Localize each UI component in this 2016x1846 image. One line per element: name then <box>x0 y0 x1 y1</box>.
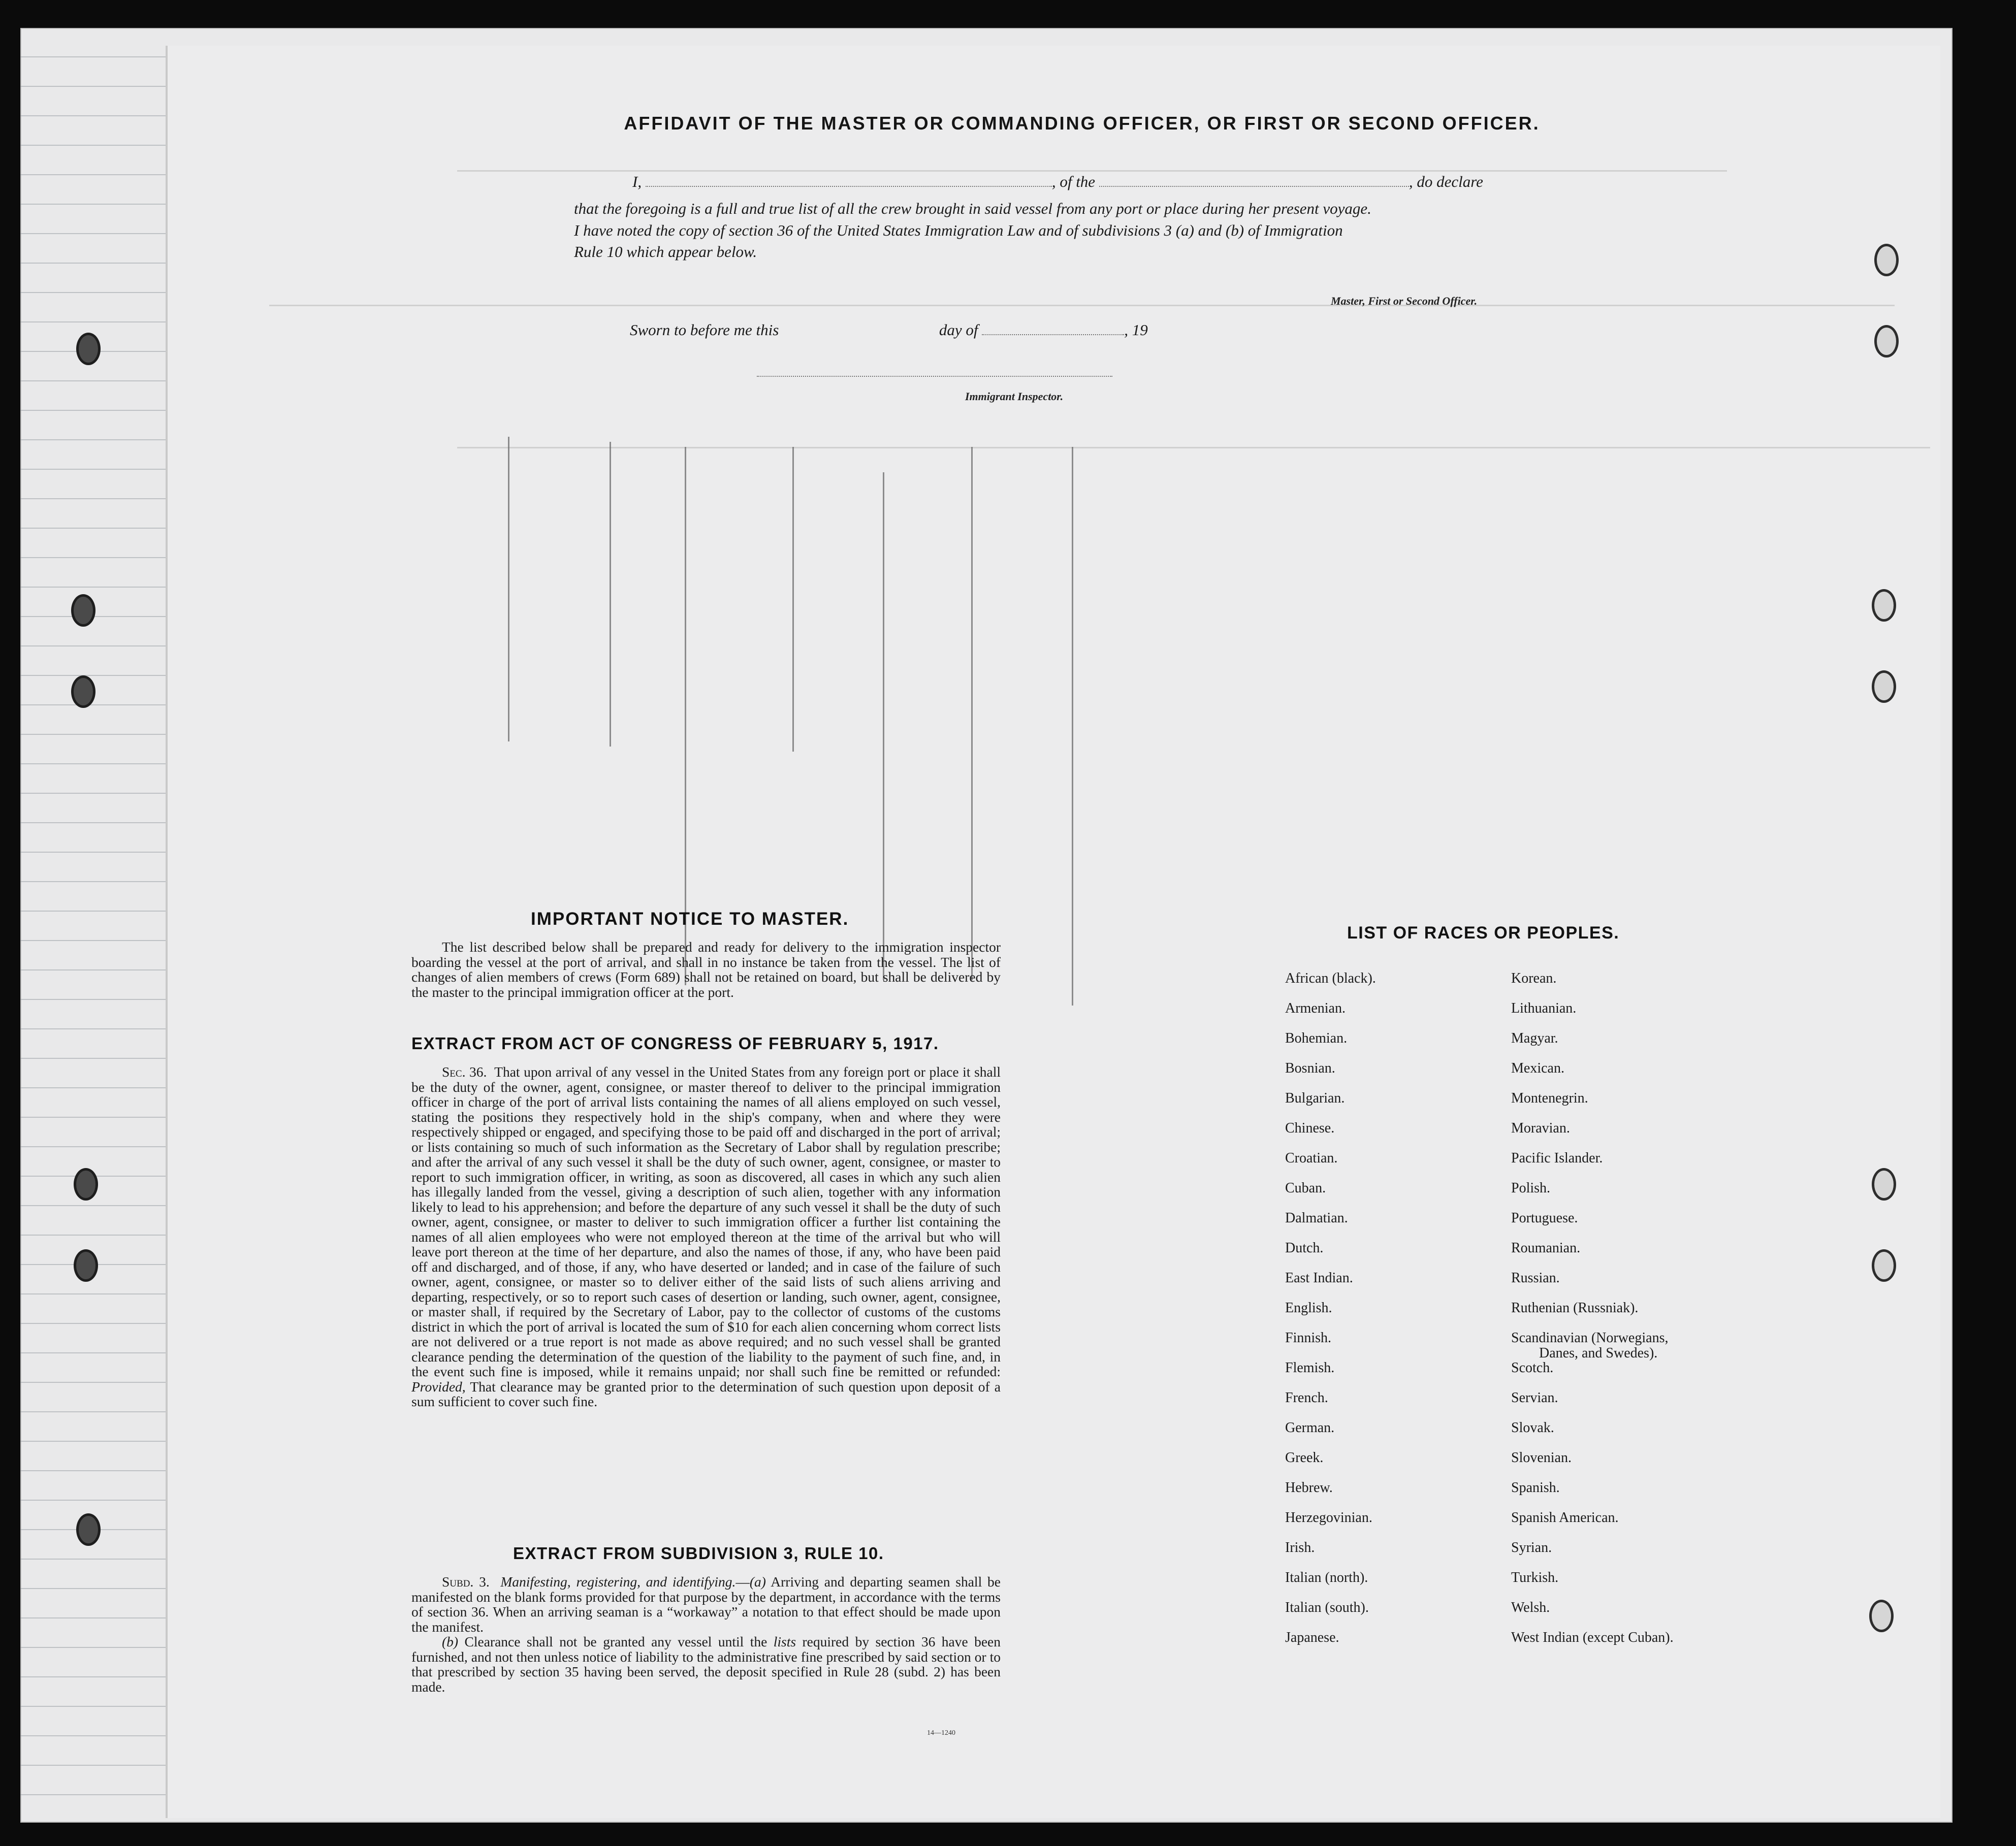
affidavit-title: AFFIDAVIT OF THE MASTER OR COMMANDING OFFICER, OR FIRST OR SECOND OFFICER. <box>624 113 1540 134</box>
race-item: Slovak. <box>1511 1420 1554 1436</box>
subd-a-paragraph: Subd. 3. Manifesting, registering, and identifying.—(a) Arriving and departing seamen shall be manifested on the blank forms provided for that purpose by the department, in accordance with the terms of section 36. When an arriving seaman is a “workaway” a notation to that effect should be made upon the manifest. <box>411 1574 1001 1635</box>
race-item: Turkish. <box>1511 1570 1559 1585</box>
ruled-edge-of-lower-page <box>20 28 168 1821</box>
punch-hole <box>71 594 95 627</box>
form-column-rule <box>883 472 884 980</box>
race-item: Spanish. <box>1511 1480 1560 1496</box>
race-item: Scandinavian (Norwegians, <box>1511 1330 1669 1346</box>
race-item: Cuban. <box>1285 1180 1326 1196</box>
bleed-rule <box>457 170 1727 172</box>
race-item: Magyar. <box>1511 1030 1558 1046</box>
race-item: German. <box>1285 1420 1335 1436</box>
subd-b-paragraph <box>411 1634 1001 1694</box>
name-blank[interactable] <box>646 186 1052 187</box>
form-column-rule <box>685 447 686 985</box>
race-item: Finnish. <box>1285 1330 1332 1346</box>
race-item: Japanese. <box>1285 1630 1339 1645</box>
punch-hole <box>1874 325 1899 358</box>
race-item: Ruthenian (Russniak). <box>1511 1300 1639 1316</box>
subd-b-text-1: Clearance shall not be granted any vessel until the <box>464 1634 767 1649</box>
affidavit-line3: I have noted the copy of section 36 of the United States Immigration Law and of subdivisions 3 (a) and (b) of Immigration <box>574 221 1343 239</box>
affidavit-line4: Rule 10 which appear below. <box>574 243 757 261</box>
race-item: Dutch. <box>1285 1240 1324 1256</box>
race-item: Herzegovinian. <box>1285 1510 1372 1526</box>
punch-hole <box>74 1249 98 1282</box>
form-column-rule <box>971 447 973 980</box>
affidavit-sheet <box>168 46 1940 1818</box>
race-item: Russian. <box>1511 1270 1560 1286</box>
section-36-paragraph <box>411 1064 1001 1409</box>
race-item: Dalmatian. <box>1285 1210 1348 1226</box>
race-item: Bosnian. <box>1285 1060 1335 1076</box>
race-item: French. <box>1285 1390 1328 1406</box>
race-item: African (black). <box>1285 970 1376 986</box>
punch-hole <box>1872 589 1896 622</box>
affidavit-line1 <box>632 173 1483 191</box>
extract-act-heading: EXTRACT FROM ACT OF CONGRESS OF FEBRUARY 5, 1917. <box>411 1034 939 1053</box>
subd-title: Manifesting, registering, and identifying. <box>500 1574 736 1590</box>
race-item: Chinese. <box>1285 1120 1335 1136</box>
race-item: East Indian. <box>1285 1270 1353 1286</box>
subd-b-lists: lists <box>773 1634 796 1649</box>
form-number: 14—1240 <box>927 1729 955 1737</box>
provided-word: Provided, <box>411 1378 466 1395</box>
punch-hole <box>76 333 101 365</box>
notice-paragraph: The list described below shall be prepared and ready for delivery to the immigration inspector boarding the vessel at the port of arrival, and shall in no instance be taken from the vessel. The list of changes of alien members of crews (Form 689) shall not be retained on board, but shall be delivered by the master to the principal immigration officer at the port. <box>411 939 1001 1000</box>
subd-a-text: Arriving and departing seamen shall be manifested on the blank forms provided for that purpose by the department, in accordance with the terms of section 36. When an arriving seaman is a “workaway” a notation to that effect should be made upon the manifest. <box>411 1574 1001 1635</box>
race-item: Mexican. <box>1511 1060 1564 1076</box>
affidavit-line2: that the foregoing is a full and true list of all the crew brought in said vessel from any port or place during her present voyage. <box>574 200 1371 217</box>
section-36-text: That upon arrival of any vessel in the United States from any foreign port or place it shall be the duty of the owner, agent, consignee, or master thereof to deliver to the principal immigration officer in charge of the port of arrival lists containing the names of all aliens employed on such vessel, stating the positions they respectively hold in the ship's company, when and where they were respectively shipped or engaged, and specifying those to be paid off and discharged in the port of arrival; or lists containing so much of such information as the Secretary of Labor shall by regulation prescribe; and after the arrival of any such vessel it shall be the duty of such owner, agent, consignee, or master to report to such immigration officer, in writing, as soon as discovered, all cases in which any such alien has illegally landed from the vessel, giving a description of such alien, together with any information likely to lead to his apprehension; and before the departure of any such vessel it shall be the duty of such owner, agent, consignee, or master to deliver to such immigration officer a further list containing the names of all alien employees who were not employed thereon at the time of the arrival but who will leave port thereon at the time of her departure, and also the names of those, if any, who have been paid off and discharged, and of those, if any, who have deserted or landed; and in case of the failure of such owner, agent, consignee, or master so to deliver either of the said lists of such aliens arriving and departing, respectively, or so to report such cases of desertion or landing, such owner, agent, consignee, or master shall, if required by the Secretary of Labor, pay to the collector of customs of the customs district in which the port of arrival is located the sum of $10 for each alien concerning whom correct lists are not delivered or a true report is not made as above required; and no such vessel shall be granted clearance pending the determination of the question of the liability to the payment of such fine, and, in the event such fine is imposed, while it remains unpaid; nor shall such fine be remitted or refunded: <box>411 1064 1001 1379</box>
sworn-prefix: Sworn to before me this <box>630 321 779 339</box>
race-item: West Indian (except Cuban). <box>1511 1630 1674 1645</box>
punch-hole <box>74 1168 98 1201</box>
race-item: Irish. <box>1285 1540 1315 1556</box>
bleed-rule <box>457 447 1930 448</box>
race-item: Bohemian. <box>1285 1030 1348 1046</box>
master-signature-label: Master, First or Second Officer. <box>1331 295 1478 307</box>
race-item: Bulgarian. <box>1285 1090 1345 1106</box>
section-label: Sec. 36. <box>442 1064 487 1080</box>
punch-hole <box>71 675 95 708</box>
race-item: English. <box>1285 1300 1332 1316</box>
punch-hole <box>1874 244 1899 276</box>
sworn-line <box>630 321 1148 339</box>
race-item: Croatian. <box>1285 1150 1338 1166</box>
race-item: Moravian. <box>1511 1120 1570 1136</box>
race-item: Pacific Islander. <box>1511 1150 1603 1166</box>
race-item: Spanish American. <box>1511 1510 1619 1526</box>
race-item: Servian. <box>1511 1390 1558 1406</box>
race-item: Slovenian. <box>1511 1450 1572 1466</box>
affidavit-of-the: , of the <box>1051 173 1096 190</box>
race-item: Welsh. <box>1511 1600 1550 1615</box>
form-column-rule <box>792 447 794 752</box>
race-item: Hebrew. <box>1285 1480 1333 1496</box>
vessel-blank[interactable] <box>1099 186 1409 187</box>
section-36-end: That clearance may be granted prior to the determination of such question upon deposit of a sum sufficient to cover such fine. <box>411 1378 1001 1409</box>
subd-b-label: (b) <box>442 1634 459 1649</box>
race-item: Armenian. <box>1285 1000 1346 1016</box>
race-item: Scotch. <box>1511 1360 1554 1376</box>
extract-rule-body <box>411 1574 1001 1694</box>
race-item: Polish. <box>1511 1180 1551 1196</box>
race-item: Italian (south). <box>1285 1600 1369 1615</box>
race-item: Montenegrin. <box>1511 1090 1588 1106</box>
subd-a-label: (a) <box>749 1574 766 1590</box>
race-item: Greek. <box>1285 1450 1324 1466</box>
punch-hole <box>1872 670 1896 703</box>
notice-body <box>411 940 1001 999</box>
sworn-day-of: day of <box>939 321 978 339</box>
race-item: Lithuanian. <box>1511 1000 1577 1016</box>
affidavit-i: I, <box>632 173 642 190</box>
form-column-rule <box>610 442 611 747</box>
extract-act-body <box>411 1064 1001 1409</box>
inspector-signature-blank[interactable] <box>757 376 1112 377</box>
sworn-day-blank[interactable] <box>783 334 935 335</box>
extract-rule-heading: EXTRACT FROM SUBDIVISION 3, RULE 10. <box>513 1544 884 1563</box>
race-item: Flemish. <box>1285 1360 1335 1376</box>
form-column-rule <box>508 437 509 741</box>
race-item: Roumanian. <box>1511 1240 1581 1256</box>
race-item: Korean. <box>1511 970 1557 986</box>
sworn-month-blank[interactable] <box>982 334 1124 335</box>
subd-b-text-2: required by section 36 have been furnished, and not then unless notice of liability to the administrative fine prescribed by said section or to that prescribed by section 35 having been served, the deposit specified in Rule 28 (subd. 2) has been made. <box>411 1634 1001 1695</box>
affidavit-declare: , do declare <box>1409 173 1483 190</box>
race-item: Danes, and Swedes). <box>1539 1345 1658 1361</box>
races-heading: LIST OF RACES OR PEOPLES. <box>1347 923 1620 943</box>
race-item: Italian (north). <box>1285 1570 1368 1585</box>
race-item: Syrian. <box>1511 1540 1552 1556</box>
punch-hole <box>1872 1168 1896 1201</box>
sworn-year: , 19 <box>1124 321 1148 339</box>
bleed-rule <box>269 305 1895 306</box>
punch-hole <box>1869 1600 1894 1632</box>
punch-hole <box>76 1513 101 1546</box>
form-column-rule <box>1072 447 1073 1006</box>
punch-hole <box>1872 1249 1896 1282</box>
notice-heading: IMPORTANT NOTICE TO MASTER. <box>531 909 849 929</box>
race-item: Portuguese. <box>1511 1210 1578 1226</box>
inspector-label: Immigrant Inspector. <box>965 390 1064 403</box>
subd-label: Subd. 3. <box>442 1574 490 1590</box>
